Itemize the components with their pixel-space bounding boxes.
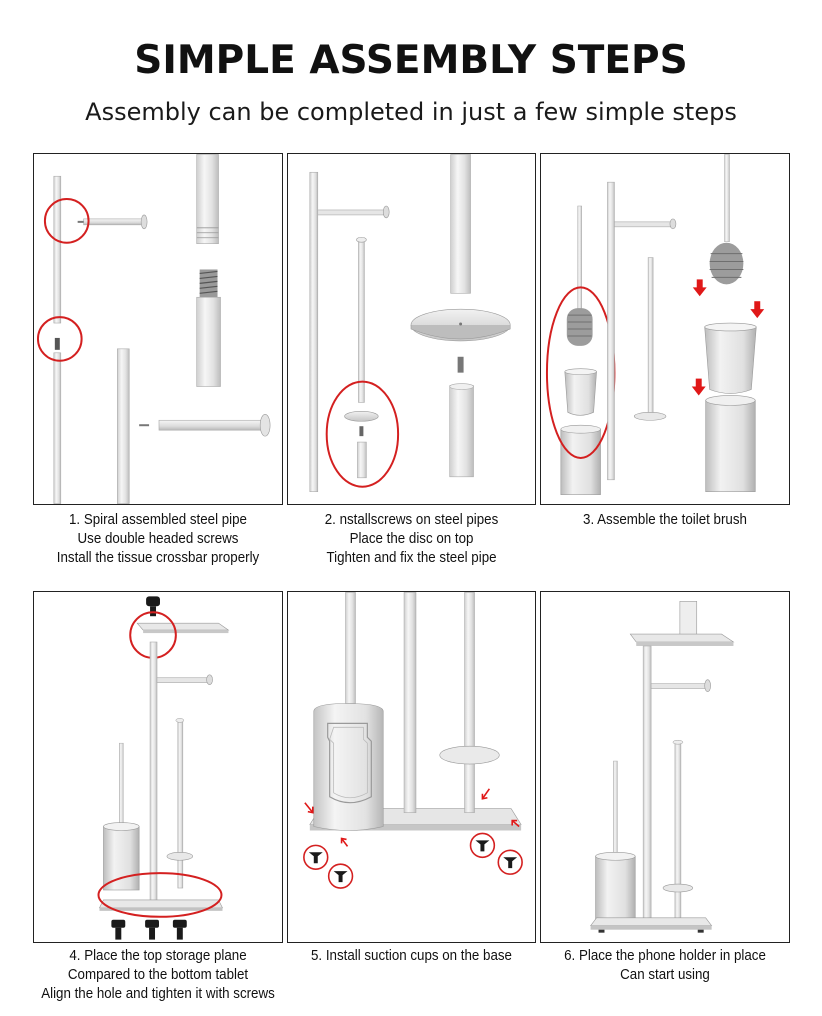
- caption-line: Compared to the bottom tablet: [67, 967, 249, 983]
- steel-pipe-tall: [643, 646, 651, 926]
- brush-holder: [596, 856, 636, 921]
- brush-holder: [314, 704, 383, 831]
- steel-pipe-mid: [675, 741, 681, 920]
- caption-line: 4. Place the top storage plane: [69, 948, 247, 964]
- step-1-caption: [28, 511, 288, 568]
- steel-pipe-zoom: [451, 154, 471, 293]
- tissue-crossbar: [651, 684, 707, 689]
- tissue-crossbar: [157, 678, 209, 683]
- step-2-caption: [282, 511, 541, 568]
- caption-line: 6. Place the phone holder in place: [564, 948, 766, 964]
- caption-line: 1. Spiral assembled steel pipe: [69, 512, 247, 528]
- suction-cup-icon: [304, 833, 522, 888]
- step-4-illustration: [33, 591, 283, 943]
- base-plate: [591, 918, 712, 926]
- top-storage-plane: [137, 623, 228, 630]
- caption-line: 2. nstallscrews on steel pipes: [324, 512, 499, 528]
- tissue-crossbar: [318, 210, 385, 215]
- caption-line: Install the tissue crossbar properly: [56, 550, 260, 566]
- phone-holder: [680, 601, 697, 639]
- steel-pipe-lower: [54, 353, 61, 504]
- brush-cup: [705, 327, 757, 393]
- brush-handle: [578, 206, 582, 309]
- step-5-drawing: [288, 592, 535, 942]
- small-disc: [345, 411, 379, 421]
- tissue-crossbar: [159, 420, 264, 430]
- step-3-caption: [535, 511, 795, 530]
- base-plate: [99, 900, 222, 908]
- top-storage-plane: [630, 634, 733, 642]
- caption-line: Tighten and fix the steel pipe: [326, 550, 497, 566]
- caption-line: 5. Install suction cups on the base: [311, 948, 512, 964]
- steel-pipe-tall: [150, 642, 157, 902]
- steel-pipe-upper: [54, 176, 61, 323]
- caption-line: Can start using: [620, 967, 710, 983]
- page-title: SIMPLE ASSEMBLY STEPS: [134, 38, 688, 83]
- steel-pipe-zoom: [197, 154, 219, 243]
- steel-pipe-mid: [465, 592, 475, 812]
- double-headed-screw: [55, 338, 60, 350]
- step-6-drawing: [541, 592, 789, 942]
- brush-holder: [706, 400, 756, 491]
- step-6-caption: [535, 947, 795, 985]
- step-3-drawing: [541, 154, 789, 504]
- brush-cup: [565, 372, 597, 416]
- steel-pipe-mid: [358, 238, 364, 403]
- caption-line: Align the hole and tighten it with screws: [41, 986, 275, 1002]
- step-5-illustration: [287, 591, 536, 943]
- brush-head: [567, 308, 593, 346]
- screw-icon: [111, 920, 186, 940]
- caption-line: Use double headed screws: [77, 531, 239, 547]
- caption-line: 3. Assemble the toilet brush: [583, 512, 747, 528]
- brush-holder: [103, 827, 139, 890]
- steel-pipe-mid: [648, 258, 653, 419]
- steel-pipe-tall: [404, 592, 416, 812]
- step-4-drawing: [34, 592, 282, 942]
- step-2-illustration: [287, 153, 536, 505]
- steel-pipe: [346, 592, 356, 703]
- caption-line: Place the disc on top: [349, 531, 474, 547]
- steel-pipe-short: [117, 349, 129, 504]
- step-4-caption: [18, 947, 298, 1004]
- steel-pipe-mid: [178, 719, 183, 888]
- double-headed-screw: [458, 357, 464, 373]
- step-3-illustration: [540, 153, 790, 505]
- step-5-caption: [282, 947, 541, 966]
- tissue-crossbar-small: [84, 219, 144, 225]
- brush-head: [710, 243, 744, 285]
- brush-handle: [119, 743, 123, 828]
- step-1-illustration: [33, 153, 283, 505]
- brush-holder: [561, 429, 601, 494]
- step-2-drawing: [288, 154, 535, 504]
- step-6-illustration: [540, 591, 790, 943]
- tissue-crossbar: [614, 222, 672, 227]
- steel-pipe-tall: [310, 172, 318, 491]
- small-disc: [440, 746, 500, 764]
- brush-handle: [613, 761, 617, 858]
- steel-pipe-tall: [607, 182, 614, 480]
- steel-pipe-short: [450, 386, 474, 477]
- step-1-drawing: [34, 154, 282, 504]
- brush-handle: [725, 154, 730, 241]
- page-subtitle: Assembly can be completed in just a few simple steps: [85, 98, 737, 126]
